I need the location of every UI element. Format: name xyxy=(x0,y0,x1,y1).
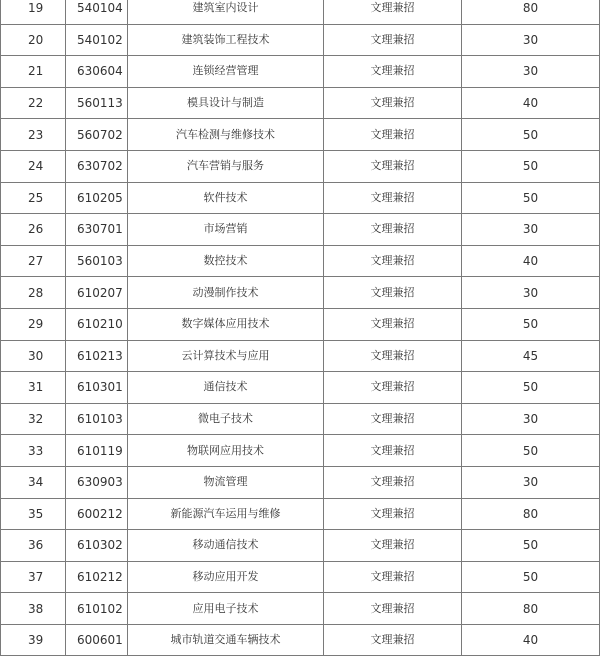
enrollment-category-cell: 文理兼招 xyxy=(324,340,462,372)
enrollment-category-cell: 文理兼招 xyxy=(324,277,462,309)
enrollment-plan-cell: 30 xyxy=(462,277,600,309)
row-number-cell: 34 xyxy=(1,466,66,498)
row-number-cell: 19 xyxy=(1,0,66,24)
major-code-cell: 630702 xyxy=(66,150,128,182)
major-name-cell: 移动通信技术 xyxy=(128,530,324,562)
table-row xyxy=(1,182,600,214)
major-code-cell: 540102 xyxy=(66,24,128,56)
enrollment-plan-cell: 30 xyxy=(462,214,600,246)
major-code-cell: 560113 xyxy=(66,87,128,119)
enrollment-category-cell: 文理兼招 xyxy=(324,498,462,530)
enrollment-plan-cell: 40 xyxy=(462,624,600,656)
major-code-cell: 600212 xyxy=(66,498,128,530)
major-code-cell: 630701 xyxy=(66,214,128,246)
major-code-cell: 610302 xyxy=(66,530,128,562)
enrollment-plan-cell: 80 xyxy=(462,498,600,530)
enrollment-category-cell: 文理兼招 xyxy=(324,87,462,119)
enrollment-category-cell: 文理兼招 xyxy=(324,56,462,88)
enrollment-category-cell: 文理兼招 xyxy=(324,308,462,340)
major-code-cell: 560103 xyxy=(66,245,128,277)
major-name-cell: 建筑装饰工程技术 xyxy=(128,24,324,56)
major-name-cell: 云计算技术与应用 xyxy=(128,340,324,372)
major-name-cell: 建筑室内设计 xyxy=(128,0,324,24)
major-code-cell: 540104 xyxy=(66,0,128,24)
row-number-cell: 30 xyxy=(1,340,66,372)
major-code-cell: 630604 xyxy=(66,56,128,88)
row-number-cell: 22 xyxy=(1,87,66,119)
major-name-cell: 微电子技术 xyxy=(128,403,324,435)
table-row xyxy=(1,0,600,24)
major-code-cell: 610213 xyxy=(66,340,128,372)
enrollment-plan-cell: 30 xyxy=(462,466,600,498)
enrollment-category-cell: 文理兼招 xyxy=(324,24,462,56)
major-code-cell: 610119 xyxy=(66,435,128,467)
table-row xyxy=(1,435,600,467)
row-number-cell: 36 xyxy=(1,530,66,562)
major-code-cell: 610210 xyxy=(66,308,128,340)
row-number-cell: 21 xyxy=(1,56,66,88)
table-row xyxy=(1,466,600,498)
enrollment-category-cell: 文理兼招 xyxy=(324,561,462,593)
row-number-cell: 24 xyxy=(1,150,66,182)
enrollment-category-cell: 文理兼招 xyxy=(324,182,462,214)
table-row xyxy=(1,340,600,372)
enrollment-category-cell: 文理兼招 xyxy=(324,372,462,404)
table-row xyxy=(1,498,600,530)
major-name-cell: 移动应用开发 xyxy=(128,561,324,593)
row-number-cell: 35 xyxy=(1,498,66,530)
enrollment-category-cell: 文理兼招 xyxy=(324,403,462,435)
major-name-cell: 汽车检测与维修技术 xyxy=(128,119,324,151)
major-name-cell: 汽车营销与服务 xyxy=(128,150,324,182)
enrollment-plan-cell: 80 xyxy=(462,0,600,24)
major-code-cell: 610212 xyxy=(66,561,128,593)
major-code-cell: 630903 xyxy=(66,466,128,498)
row-number-cell: 37 xyxy=(1,561,66,593)
major-name-cell: 数控技术 xyxy=(128,245,324,277)
enrollment-plan-cell: 50 xyxy=(462,150,600,182)
enrollment-plan-cell: 50 xyxy=(462,530,600,562)
table-row xyxy=(1,24,600,56)
major-name-cell: 物流管理 xyxy=(128,466,324,498)
major-code-cell: 610103 xyxy=(66,403,128,435)
enrollment-plan-cell: 50 xyxy=(462,561,600,593)
table-row xyxy=(1,372,600,404)
table-row xyxy=(1,150,600,182)
major-name-cell: 动漫制作技术 xyxy=(128,277,324,309)
major-name-cell: 新能源汽车运用与维修 xyxy=(128,498,324,530)
row-number-cell: 33 xyxy=(1,435,66,467)
row-number-cell: 38 xyxy=(1,593,66,625)
table-row xyxy=(1,403,600,435)
enrollment-plan-cell: 80 xyxy=(462,593,600,625)
row-number-cell: 39 xyxy=(1,624,66,656)
major-code-cell: 610301 xyxy=(66,372,128,404)
major-code-cell: 600601 xyxy=(66,624,128,656)
table-body xyxy=(1,0,600,656)
enrollment-plan-cell: 30 xyxy=(462,24,600,56)
table-row xyxy=(1,277,600,309)
major-name-cell: 城市轨道交通车辆技术 xyxy=(128,624,324,656)
major-name-cell: 软件技术 xyxy=(128,182,324,214)
row-number-cell: 28 xyxy=(1,277,66,309)
enrollment-category-cell: 文理兼招 xyxy=(324,119,462,151)
major-code-cell: 610207 xyxy=(66,277,128,309)
enrollment-category-cell: 文理兼招 xyxy=(324,593,462,625)
major-name-cell: 应用电子技术 xyxy=(128,593,324,625)
enrollment-category-cell: 文理兼招 xyxy=(324,150,462,182)
row-number-cell: 29 xyxy=(1,308,66,340)
table-row xyxy=(1,624,600,656)
major-name-cell: 通信技术 xyxy=(128,372,324,404)
enrollment-plan-cell: 45 xyxy=(462,340,600,372)
enrollment-plan-cell: 40 xyxy=(462,87,600,119)
enrollment-plan-cell: 30 xyxy=(462,403,600,435)
major-name-cell: 市场营销 xyxy=(128,214,324,246)
row-number-cell: 32 xyxy=(1,403,66,435)
enrollment-category-cell: 文理兼招 xyxy=(324,245,462,277)
enrollment-plan-cell: 40 xyxy=(462,245,600,277)
row-number-cell: 31 xyxy=(1,372,66,404)
row-number-cell: 25 xyxy=(1,182,66,214)
major-name-cell: 连锁经营管理 xyxy=(128,56,324,88)
table-row xyxy=(1,245,600,277)
enrollment-plan-cell: 50 xyxy=(462,182,600,214)
row-number-cell: 26 xyxy=(1,214,66,246)
major-name-cell: 模具设计与制造 xyxy=(128,87,324,119)
table-row xyxy=(1,530,600,562)
enrollment-category-cell: 文理兼招 xyxy=(324,530,462,562)
enrollment-plan-cell: 50 xyxy=(462,308,600,340)
major-name-cell: 物联网应用技术 xyxy=(128,435,324,467)
enrollment-category-cell: 文理兼招 xyxy=(324,214,462,246)
table-row xyxy=(1,214,600,246)
row-number-cell: 27 xyxy=(1,245,66,277)
enrollment-category-cell: 文理兼招 xyxy=(324,624,462,656)
table-row xyxy=(1,119,600,151)
enrollment-category-cell: 文理兼招 xyxy=(324,0,462,24)
table-row xyxy=(1,308,600,340)
major-name-cell: 数字媒体应用技术 xyxy=(128,308,324,340)
table-row xyxy=(1,56,600,88)
enrollment-category-cell: 文理兼招 xyxy=(324,435,462,467)
enrollment-plan-cell: 30 xyxy=(462,56,600,88)
table-row xyxy=(1,87,600,119)
enrollment-category-cell: 文理兼招 xyxy=(324,466,462,498)
table-row xyxy=(1,561,600,593)
row-number-cell: 20 xyxy=(1,24,66,56)
enrollment-plan-cell: 50 xyxy=(462,372,600,404)
row-number-cell: 23 xyxy=(1,119,66,151)
major-code-cell: 560702 xyxy=(66,119,128,151)
enrollment-plan-cell: 50 xyxy=(462,435,600,467)
table-row xyxy=(1,593,600,625)
enrollment-plan-cell: 50 xyxy=(462,119,600,151)
major-code-cell: 610205 xyxy=(66,182,128,214)
major-code-cell: 610102 xyxy=(66,593,128,625)
